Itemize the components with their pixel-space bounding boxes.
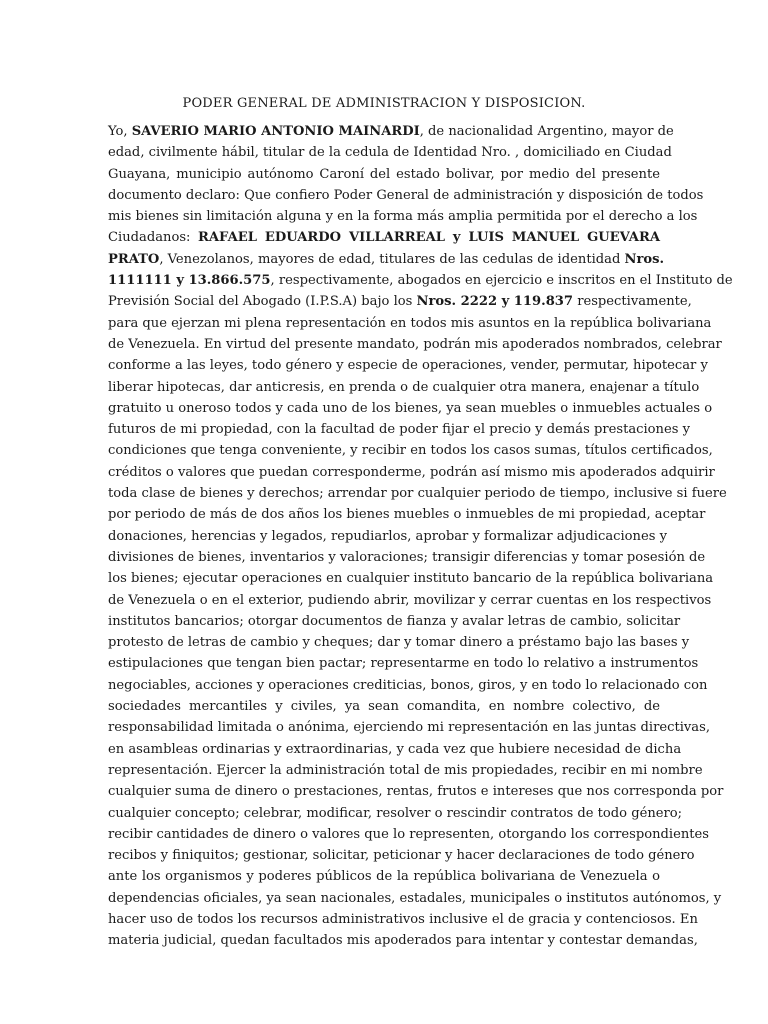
body-text-run: , de nacionalidad Argentino, mayor de [419,124,674,139]
body-text-run: estipulaciones que tengan bien pactar; representarme en todo lo relativo a instrumentos [108,656,699,672]
body-text-run: donaciones, herencias y legados, repudiarlos, aprobar y formalizar adjudicaciones y [108,528,667,544]
body-line [108,803,683,824]
body-text-run: edad, civilmente hábil, titular de la cedula de Identidad Nro. , domiciliado en Ciudad [108,145,672,161]
body-line [108,760,703,781]
body-text-run: condiciones que tenga conveniente, y recibir en todos los casos sumas, títulos certificados, [108,443,713,459]
body-line [108,824,709,845]
body-line [108,440,713,461]
body-text-run: por periodo de más de dos años los bienes muebles o inmuebles de mi propiedad, aceptar [108,507,706,523]
body-text-run: cualquier suma de dinero o prestaciones, rentas, frutos e intereses que nos corresponda por [108,784,724,800]
body-line [108,164,660,185]
body-text-run: de Venezuela o en el exterior, pudiendo abrir, movilizar y cerrar cuentas en los respectivos [108,592,712,608]
body-text-run: de Venezuela. En virtud del presente mandato, podrán mis apoderados nombrados, celebrar [108,336,722,352]
body-line [108,398,713,419]
body-line [108,717,710,738]
body-line [108,377,700,398]
body-line [108,121,674,142]
body-text-run: mis bienes sin limitación alguna y en la forma más amplia permitida por el derecho a los [108,209,698,225]
body-text-run: para que ejerzan mi plena representación en todos mis asuntos en la república bolivariana [108,315,712,331]
body-text-run: divisiones de bienes, inventarios y valoraciones; transigir diferencias y tomar posesión de [108,549,706,565]
body-text-run: futuros de mi propiedad, con la facultad de poder fijar el precio y demás prestaciones y [108,422,691,438]
body-text-run: créditos o valores que puedan corresponderme, podrán así mismo mis apoderados adquirir [108,464,715,480]
body-line [108,419,691,440]
body-line [108,696,660,717]
body-text-run: documento declaro: Que confiero Poder General de administración y disposición de todos [108,187,704,203]
body-line [108,632,690,653]
body-line [108,909,698,930]
body-text-run: Yo, [108,124,132,139]
body-line [108,185,704,206]
body-line [108,249,665,270]
body-text-run: en asambleas ordinarias y extraordinarias, y cada vez que hubiere necesidad de dicha [108,741,682,757]
body-line [108,483,727,504]
body-line [108,206,698,227]
body-line [108,334,722,355]
document-body [108,121,733,952]
body-line [108,675,708,696]
body-line [108,270,733,291]
body-line [108,845,695,866]
bold-text: RAFAEL EDUARDO VILLARREAL y LUIS MANUEL GUEVARA [198,230,660,246]
bold-text: SAVERIO MARIO ANTONIO MAINARDI [131,124,420,139]
body-line [108,526,667,547]
body-text-run: respectivamente, [573,294,692,310]
body-line [108,313,712,334]
bold-text: Nros. [624,251,665,267]
body-text-run: sociedades mercantiles y civiles, ya sean comandita, en nombre colectivo, de [108,699,660,715]
body-text-run: toda clase de bienes y derechos; arrendar por cualquier periodo de tiempo, inclusive si fuere [108,486,727,502]
body-text-run: conforme a las leyes, todo género y especie de operaciones, vender, permutar, hipotecar y [108,358,708,374]
body-text-run: , Venezolanos, mayores de edad, titulares de las cedulas de identidad [159,251,625,267]
bold-text: PRATO [108,251,160,267]
body-line [108,142,672,163]
body-line [108,930,698,951]
body-line [108,504,706,525]
body-text-run: , respectivamente, abogados en ejercicio e inscritos en el Instituto de [270,273,733,289]
body-line [108,355,708,376]
body-line [108,781,724,802]
body-text-run: Previsión Social del Abogado (I.P.S.A) bajo los [108,294,417,310]
body-text-run: ante los organismos y poderes públicos de la república bolivariana de Venezuela o [108,869,660,885]
body-text-run: protesto de letras de cambio y cheques; dar y tomar dinero a préstamo bajo las bases y [108,635,690,651]
body-line [108,611,681,632]
document-title: PODER GENERAL DE ADMINISTRACION Y DISPOSICION. [182,96,586,111]
body-line [108,568,714,589]
body-line [108,291,692,312]
body-line [108,590,712,611]
body-text-run: gratuito u oneroso todos y cada uno de los bienes, ya sean muebles o inmuebles actuales o [108,400,713,416]
bold-text: Nros. 2222 y 119.837 [416,294,574,310]
body-line [108,866,660,887]
body-text-run: responsabilidad limitada o anónima, ejerciendo mi representación en las juntas directivas, [108,720,710,736]
body-line [108,462,715,483]
body-text-run: recibir cantidades de dinero o valores que lo representen, otorgando los correspondientes [108,826,709,842]
body-text-run: los bienes; ejecutar operaciones en cualquier instituto bancario de la república bolivariana [108,571,714,587]
body-text-run: recibos y finiquitos; gestionar, solicitar, peticionar y hacer declaraciones de todo género [108,848,695,864]
body-line [108,547,706,568]
body-text-run: liberar hipotecas, dar anticresis, en prenda o de cualquier otra manera, enajenar a título [108,379,700,395]
body-line [108,227,660,248]
body-text-run: dependencias oficiales, ya sean nacionales, estadales, municipales o institutos autónomos, y [108,890,722,906]
body-text-run: Ciudadanos: [108,230,199,246]
bold-text: 1111111 y 13.866.575 [108,273,271,289]
body-line [108,653,699,674]
body-text-run: hacer uso de todos los recursos administrativos inclusive el de gracia y contenciosos. En [108,911,698,927]
body-text-run: institutos bancarios; otorgar documentos de fianza y avalar letras de cambio, solicitar [108,613,681,629]
body-text-run: Guayana, municipio autónomo Caroní del estado bolivar, por medio del presente [108,166,660,182]
body-line [108,739,682,760]
body-text-run: representación. Ejercer la administración total de mis propiedades, recibir en mi nombre [108,762,703,778]
body-text-run: materia judicial, quedan facultados mis apoderados para intentar y contestar demandas, [108,933,698,949]
body-line [108,888,722,909]
body-text-run: negociables, acciones y operaciones crediticias, bonos, giros, y en todo lo relacionado con [108,677,708,693]
body-text-run: cualquier concepto; celebrar, modificar, resolver o rescindir contratos de todo género; [108,805,683,821]
